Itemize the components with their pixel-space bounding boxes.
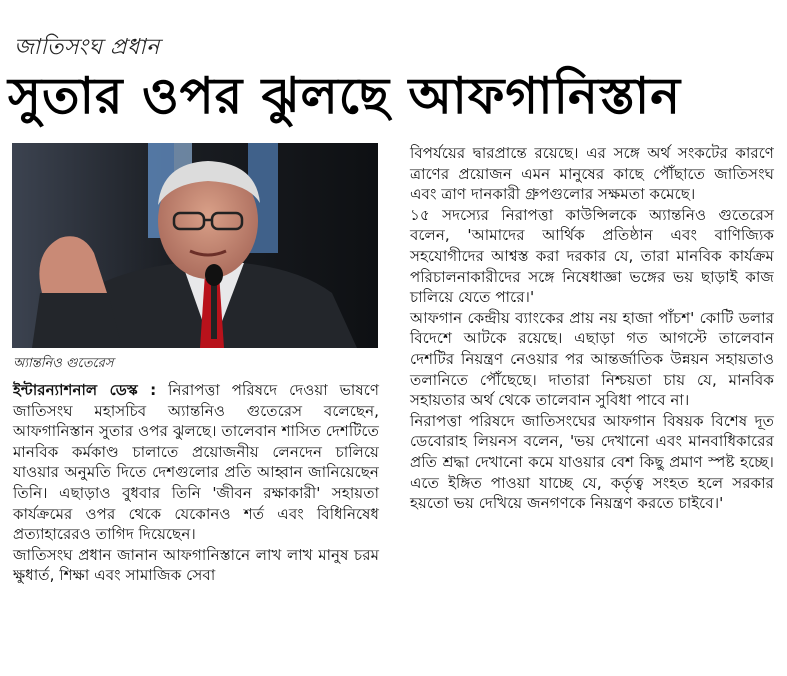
article-paragraph: বিপর্যয়ের দ্বারপ্রান্তে রয়েছে। এর সঙ্গে অর্থ সংকটের কারণে ত্রাণের প্রয়োজন এমন মানুষের কাছে পৌঁছাতে জাতিসংঘ এবং ত্রাণ দানকারী গ্রুপগুলোর সক্ষমতা কমেছে। [410, 144, 774, 204]
article-column-left [13, 380, 379, 586]
paragraph-text: নিরাপত্তা পরিষদে দেওয়া ভাষণে জাতিসংঘ মহাসচিব অ্যান্তনিও গুতেরেস বলেছেন, আফগানিস্তান সুতার ওপর ঝুলছে। তালেবান শাসিত দেশটিতে মানবিক কর্মকাণ্ড চালাতে প্রয়োজনীয় লেনদেন চালিয়ে যাওয়ার অনুমতি দিতে দেশগুলোর প্রতি আহ্বান জানিয়েছেন তিনি। এছাড়াও বুধবার তিনি 'জীবন রক্ষাকারী' সহায়তা কার্যক্রমের ওপর থেকে যেকোনও শর্ত এবং বিধিনিষেধ প্রত্যাহারেরও তাগিদ দিয়েছেন। [13, 381, 379, 544]
article-paragraph: জাতিসংঘ প্রধান জানান আফগানিস্তানে লাখ লাখ মানুষ চরম ক্ষুধার্ত, শিক্ষা এবং সামাজিক সেবা [13, 545, 379, 585]
article-kicker: জাতিসংঘ প্রধান [14, 35, 160, 60]
article-byline: ইন্টারন্যাশনাল ডেস্ক : [13, 381, 157, 399]
article-paragraph: আফগান কেন্দ্রীয় ব্যাংকের প্রায় নয় হাজা পাঁচশ' কোটি ডলার বিদেশে আটকে রয়েছে। এছাড়া গত আগস্টে তালেবান দেশটির নিয়ন্ত্রণ নেওয়ার পর আন্তর্জাতিক উন্নয়ন সহায়তাও তলানিতে পৌঁছেছে। দাতারা নিশ্চয়তা চায় যে, মানবিক সহায়তার অর্থ থেকে তালেবান সুবিধা পাবে না। [410, 308, 774, 410]
article-headline: সুতার ওপর ঝুলছে আফগানিস্তান [8, 67, 682, 125]
article-paragraph [13, 380, 379, 545]
article-paragraph: নিরাপত্তা পরিষদে জাতিসংঘের আফগান বিষয়ক বিশেষ দূত ডেবোরাহ লিয়নস বলেন, 'ভয় দেখানো এবং মানবাধিকারের প্রতি শ্রদ্ধা দেখানো কমে যাওয়ার বেশ কিছু প্রমাণ স্পষ্ট হচ্ছে। এতে ইঙ্গিত পাওয়া যাচ্ছে যে, কর্তৃত্ব সংহত হলে সরকার হয়তো ভয় দেখিয়ে জনগণকে নিয়ন্ত্রণ করতে চাইবে।' [410, 411, 774, 513]
photo-caption: অ্যান্তনিও গুতেরেস [13, 356, 114, 371]
article-photo [12, 143, 378, 348]
speaker-portrait-illustration [12, 143, 378, 348]
article-column-right [410, 143, 774, 514]
article-paragraph: ১৫ সদস্যের নিরাপত্তা কাউন্সিলকে অ্যান্তনিও গুতেরেস বলেন, 'আমাদের আর্থিক প্রতিষ্ঠান এবং বাণিজ্যিক সহযোগীদের আশ্বস্ত করা দরকার যে, তারা মানবিক কার্যক্রম পরিচালনাকারীদের সঙ্গে নিষেধাজ্ঞা ভঙ্গের ভয় ছাড়াই কাজ চালিয়ে যেতে পারে।' [410, 205, 774, 307]
